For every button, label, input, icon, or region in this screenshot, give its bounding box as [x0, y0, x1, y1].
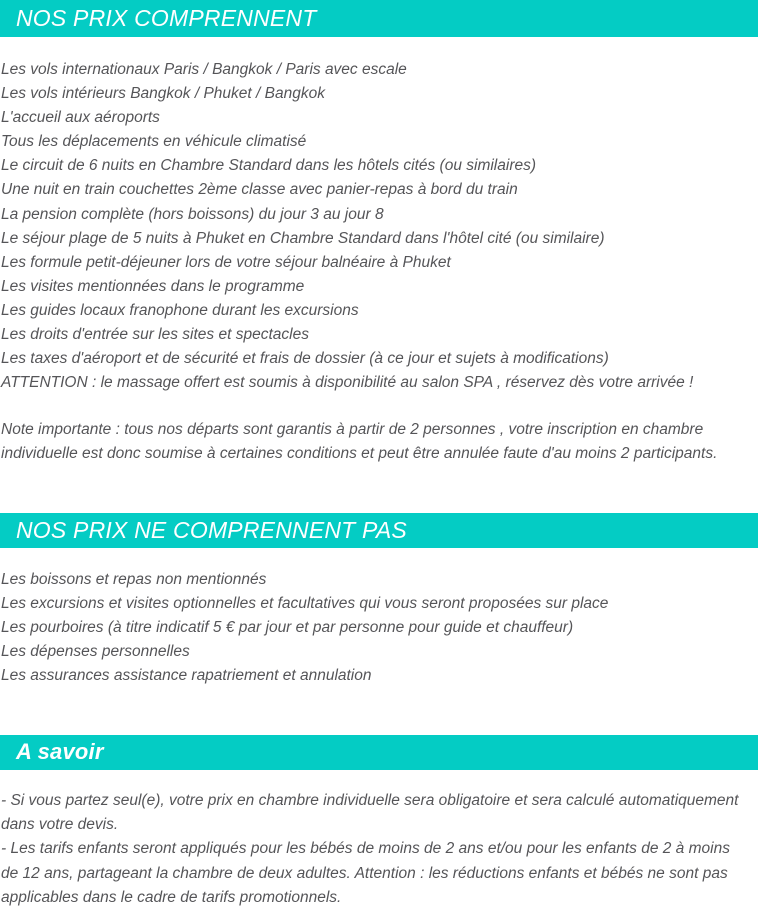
list-item: Les excursions et visites optionnelles et facultatives qui vous seront proposées sur place: [1, 594, 609, 612]
spacer: [0, 688, 758, 735]
section-heading-excluded-label: NOS PRIX NE COMPRENNENT PAS: [16, 516, 407, 543]
notice-paragraph: - Si vous partez seul(e), votre prix en chambre individuelle sera obligatoire et sera calculé automatiquement dans votre devis.: [1, 791, 739, 834]
section-header-notice: [0, 735, 758, 770]
list-item: Les assurances assistance rapatriement et annulation: [1, 666, 372, 684]
spacer: [0, 37, 758, 58]
list-item: Les taxes d'aéroport et de sécurité et frais de dossier (à ce jour et sujets à modifications): [1, 350, 609, 368]
excluded-list: [1, 568, 750, 688]
list-item: Tous les déplacements en véhicule climatisé: [1, 133, 307, 151]
list-item: Les boissons et repas non mentionnés: [1, 570, 267, 588]
list-item: L'accueil aux aéroports: [1, 109, 160, 127]
spacer: [1, 395, 750, 418]
list-item: Le séjour plage de 5 nuits à Phuket en Chambre Standard dans l'hôtel cité (ou similaire): [1, 229, 605, 247]
list-item: Le circuit de 6 nuits en Chambre Standard dans les hôtels cités (ou similaires): [1, 157, 537, 175]
notice-paragraph: - Les tarifs enfants seront appliqués pour les bébés de moins de 2 ans et/ou pour les enfants de 2 à moins de 12 ans, partageant la chambre de deux adultes. Attention : les réductions enfants et bébés ne sont pas applicables dans le cadre de tarifs promotionnels.: [1, 840, 730, 906]
section-header-excluded: [0, 513, 758, 548]
list-item: Les visites mentionnées dans le programme: [1, 277, 305, 295]
included-list: [1, 58, 750, 395]
list-item: Les vols intérieurs Bangkok / Phuket / Bangkok: [1, 85, 325, 103]
notice-content: [0, 789, 758, 910]
list-item: ATTENTION : le massage offert est soumis à disponibilité au salon SPA , réservez dès votre arrivée !: [1, 374, 694, 392]
section-heading-notice-label: A savoir: [16, 739, 104, 765]
spacer: [0, 467, 758, 513]
included-content: [0, 58, 758, 467]
list-item: La pension complète (hors boissons) du jour 3 au jour 8: [1, 205, 384, 223]
list-item: Les formule petit-déjeuner lors de votre séjour balnéaire à Phuket: [1, 253, 451, 271]
section-heading-included-label: NOS PRIX COMPRENNENT: [16, 5, 317, 31]
list-item: Les droits d'entrée sur les sites et spectacles: [1, 326, 309, 344]
important-note: Note importante : tous nos départs sont garantis à partir de 2 personnes , votre inscription en chambre individuelle est donc soumise à certaines conditions et peut être annulée faute d'au moins 2 participants.: [1, 421, 718, 463]
spacer: [0, 770, 758, 789]
list-item: Les pourboires (à titre indicatif 5 € par jour et par personne pour guide et chauffeur): [1, 618, 574, 636]
spacer: [0, 548, 758, 568]
list-item: Les vols internationaux Paris / Bangkok / Paris avec escale: [1, 61, 407, 78]
list-item: Une nuit en train couchettes 2ème classe avec panier-repas à bord du train: [1, 181, 518, 199]
section-header-included: [0, 0, 758, 37]
list-item: Les dépenses personnelles: [1, 642, 190, 660]
list-item: Les guides locaux franophone durant les excursions: [1, 301, 359, 319]
excluded-content: [0, 568, 758, 688]
